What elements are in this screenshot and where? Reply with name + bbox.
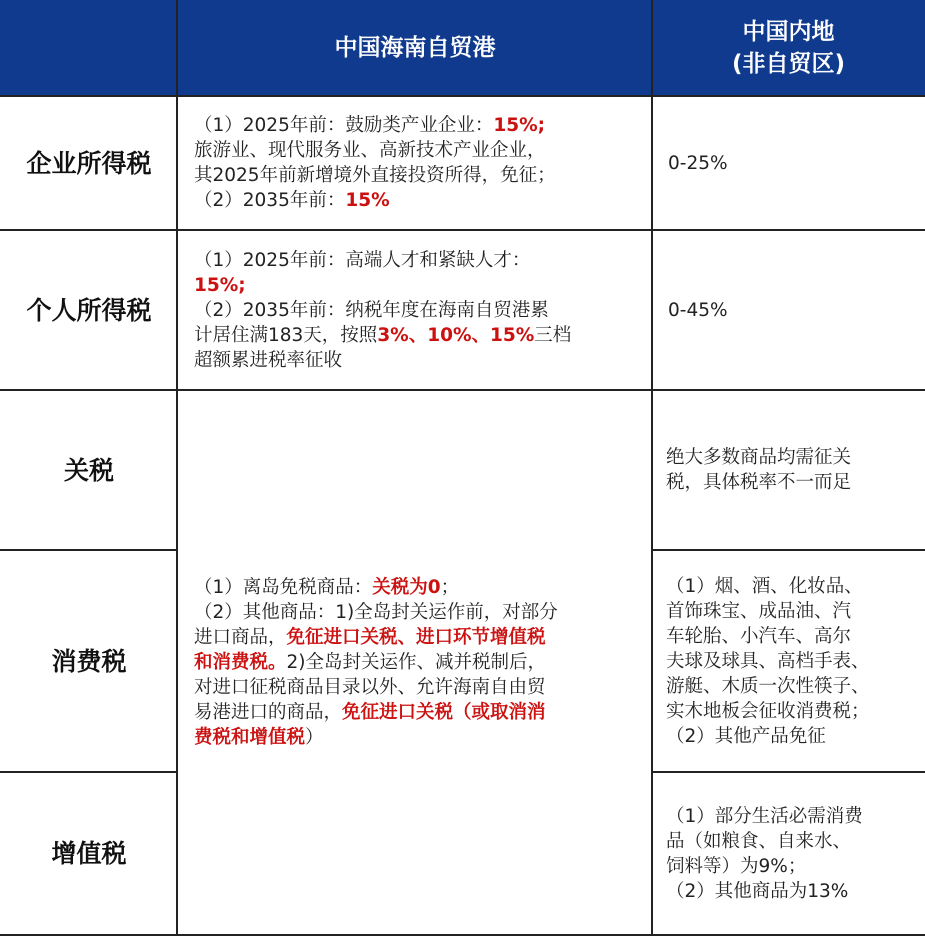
tariff-line2: 税，具体税率不一而足 <box>666 472 852 493</box>
merged-line6: 易港进口的商品，免征进口关税（或取消消 <box>194 702 546 723</box>
merged-line7: 费税和增值税） <box>194 727 324 748</box>
vat-mainland <box>652 772 925 935</box>
import-tax-hainan-merged <box>178 390 652 935</box>
grid-hline-row1 <box>0 229 925 231</box>
grid-hline-row3-left <box>0 549 178 551</box>
corp-line3: 其2025年前新增境外直接投资所得，免征； <box>194 165 556 186</box>
consumption-tax-mainland <box>652 550 925 772</box>
row-label-tariff: 关税 <box>63 455 114 485</box>
consumption-line1: （1）烟、酒、化妆品、 <box>666 575 863 597</box>
header-mainland-line1: 中国内地 <box>742 19 835 45</box>
vat-line1: （1）部分生活必需消费 <box>666 805 863 827</box>
corporate-tax-hainan <box>178 96 652 230</box>
row-label-personal-tax: 个人所得税 <box>26 295 152 325</box>
grid-vline-2 <box>651 0 653 935</box>
personal-line3: （2）2035年前：纳税年度在海南自贸港累 <box>194 299 549 321</box>
merged-line4: 和消费税。2)全岛封关运作、减并税制后， <box>194 652 547 673</box>
corp-line2: 旅游业、现代服务业、高新技术产业企业， <box>194 140 546 161</box>
row-label-corporate-tax: 企业所得税 <box>26 148 152 178</box>
corp-line4: （2）2035年前：15% <box>194 190 390 211</box>
row-label-consumption-tax: 消费税 <box>51 646 127 676</box>
header-mainland-line2: (非自贸区) <box>731 51 846 77</box>
consumption-line3: 车轮胎、小汽车、高尔 <box>666 625 852 647</box>
header-mainland <box>652 0 925 96</box>
personal-tax-hainan <box>178 230 652 390</box>
tariff-mainland <box>652 390 925 550</box>
personal-line5: 超额累进税率征收 <box>194 349 343 371</box>
vat-line3: 饲料等）为9%； <box>666 855 807 877</box>
merged-line1: （1）离岛免税商品：关税为0； <box>194 577 460 598</box>
personal-line2: 15%; <box>194 274 246 296</box>
consumption-line4: 夫球及球具、高档手表、 <box>666 650 870 672</box>
consumption-line7: （2）其他产品免征 <box>666 725 826 747</box>
vat-line2: 品（如粮食、自来水、 <box>666 830 852 852</box>
grid-hline-header <box>0 95 925 97</box>
grid-hline-row3-right <box>651 549 925 551</box>
grid-hline-row4-right <box>651 771 925 773</box>
consumption-line2: 首饰珠宝、成品油、汽 <box>666 600 852 622</box>
header-empty-cell <box>0 0 178 96</box>
personal-tax-mainland: 0-45% <box>668 299 728 321</box>
grid-hline-row4-left <box>0 771 178 773</box>
row-label-vat: 增值税 <box>51 839 127 868</box>
merged-line5: 对进口征税商品目录以外、允许海南自由贸 <box>194 677 546 698</box>
personal-line4: 计居住满183天，按照3%、10%、15%三档 <box>194 324 572 346</box>
header-hainan-text: 中国海南自贸港 <box>334 35 496 61</box>
merged-line2: （2）其他商品：1)全岛封关运作前，对部分 <box>194 602 558 623</box>
consumption-line5: 游艇、木质一次性筷子、 <box>666 675 870 697</box>
tariff-line1: 绝大多数商品均需征关 <box>666 447 852 468</box>
corporate-tax-mainland: 0-25% <box>668 152 728 174</box>
merged-line3: 进口商品，免征进口关税、进口环节增值税 <box>194 627 546 648</box>
grid-hline-bottom <box>0 934 925 936</box>
grid-vline-1 <box>176 0 178 935</box>
header-hainan <box>178 0 652 96</box>
grid-hline-row2 <box>0 389 925 391</box>
consumption-line6: 实木地板会征收消费税； <box>666 700 870 722</box>
personal-line1: （1）2025年前：高端人才和紧缺人才： <box>194 249 531 271</box>
corp-line1: （1）2025年前：鼓励类产业企业：15%; <box>194 115 546 136</box>
vat-line4: （2）其他商品为13% <box>666 880 849 902</box>
